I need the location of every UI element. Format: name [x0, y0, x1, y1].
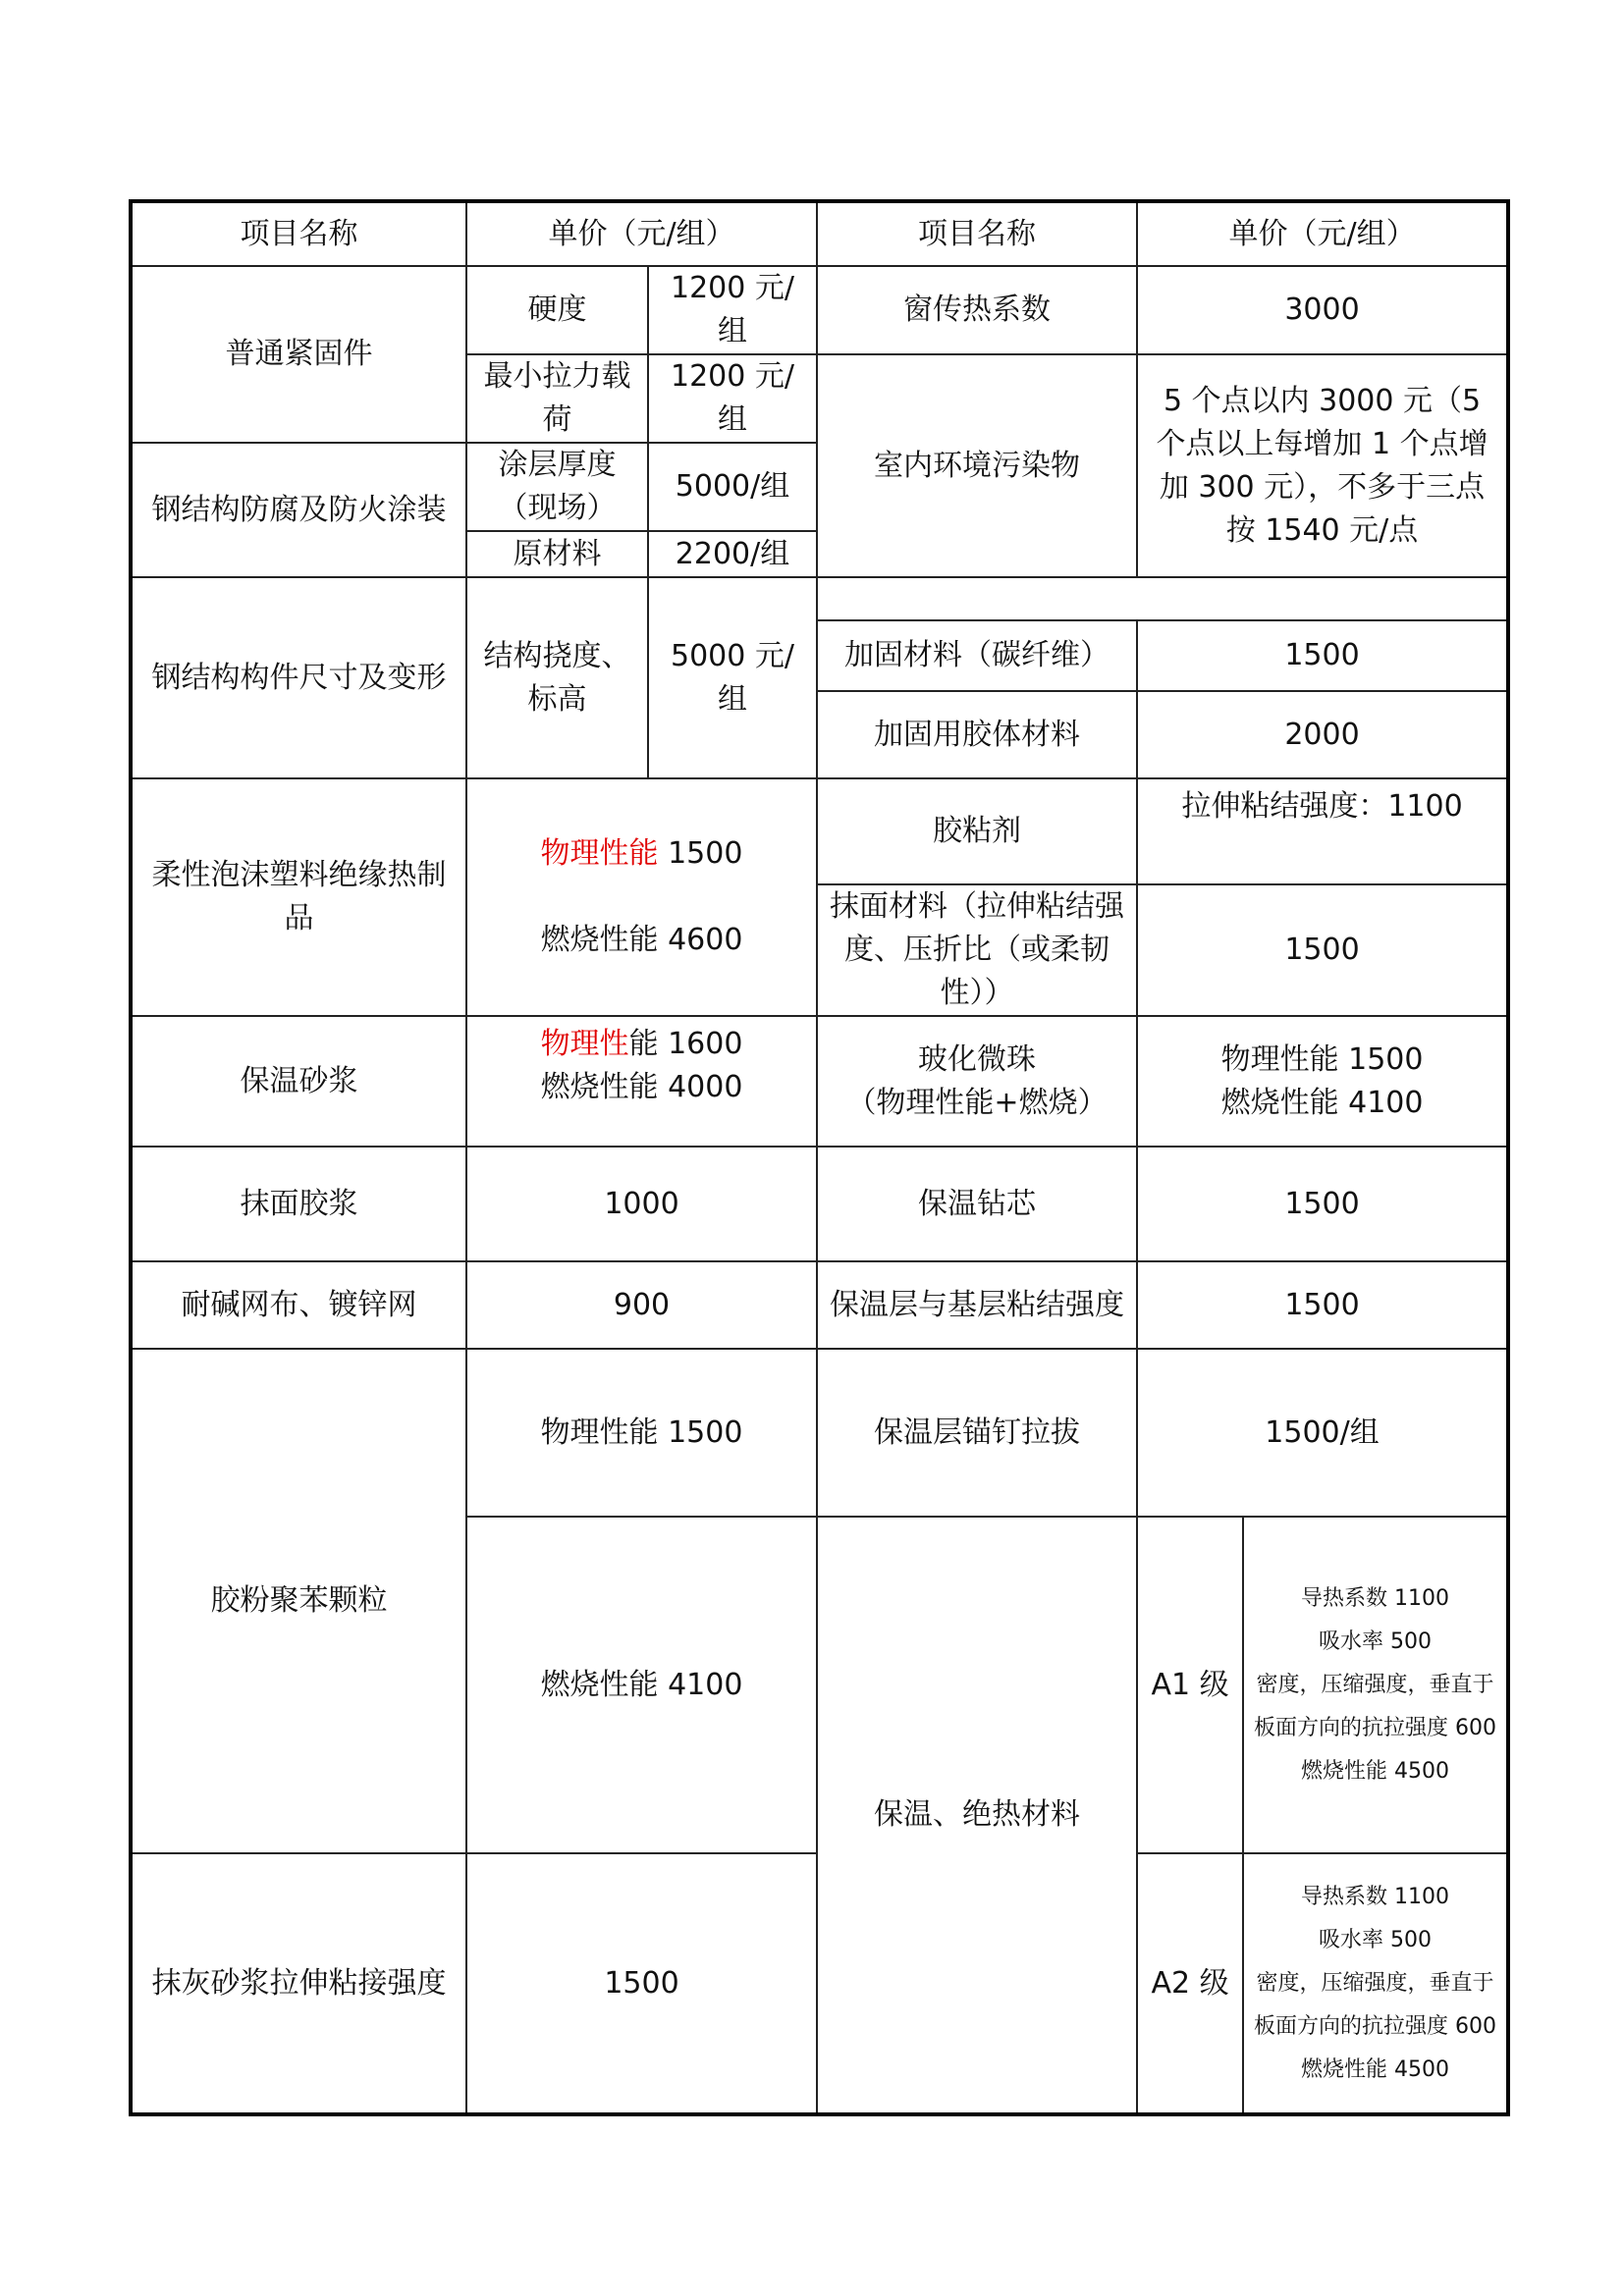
- table-row: [131, 1016, 1508, 1147]
- insulation-a1-details: [1243, 1517, 1508, 1853]
- vitrified-price: [1137, 1016, 1508, 1147]
- mortar-burn: 燃烧性能 4000: [540, 1070, 743, 1104]
- a2-line-2: 吸水率 500: [1319, 1927, 1433, 1952]
- eps-name: 胶粉聚苯颗粒: [131, 1349, 466, 1853]
- steel-coating-raw: 原材料: [466, 531, 648, 577]
- foam-phys-value: 1500: [668, 836, 743, 871]
- steel-dimension-item: 结构挠度、标高: [466, 577, 648, 778]
- glue-material-name: 加固用胶体材料: [817, 691, 1137, 778]
- foam-name: 柔性泡沫塑料绝缘热制品: [131, 778, 466, 1016]
- steel-coating-name: 钢结构防腐及防火涂装: [131, 443, 466, 577]
- vitrified-burn: 燃烧性能 4100: [1220, 1085, 1424, 1120]
- foam-phys-label: 物理性能: [540, 836, 659, 871]
- plaster-glue-name: 抹面胶浆: [131, 1147, 466, 1261]
- mortar-name: 保温砂浆: [131, 1016, 466, 1147]
- insulation-a2-details: [1243, 1853, 1508, 2114]
- mortar-phys-label: 物理性: [540, 1027, 629, 1061]
- header-item-name-2: 项目名称: [817, 201, 1137, 266]
- foam-price: [466, 778, 817, 1016]
- mortar-price: [466, 1016, 817, 1147]
- glue-material-price: 2000: [1137, 691, 1508, 778]
- indoor-price: 5 个点以内 3000 元（5 个点以上每增加 1 个点增加 300 元），不多于三点按 1540 元/点: [1137, 354, 1508, 577]
- a1-line-3: 密度，压缩强度，垂直于板面方向的抗拉强度 600: [1254, 1672, 1497, 1740]
- table-row: [131, 1349, 1508, 1517]
- carbon-name: 加固材料（碳纤维）: [817, 620, 1137, 691]
- vitrified-name-line2: （物理性能+燃烧）: [846, 1085, 1108, 1120]
- anchor-price: 1500/组: [1137, 1349, 1508, 1517]
- bond-price: 1500: [1137, 1261, 1508, 1349]
- eps-phys: 物理性能 1500: [466, 1349, 817, 1517]
- window-price: 3000: [1137, 266, 1508, 354]
- table-row: [131, 1261, 1508, 1349]
- a2-line-3: 密度，压缩强度，垂直于板面方向的抗拉强度 600: [1254, 1970, 1497, 2039]
- a2-line-4: 燃烧性能 4500: [1301, 2056, 1450, 2082]
- steel-coating-thickness-price: 5000/组: [648, 443, 817, 531]
- header-unit-price: 单价（元/组）: [466, 201, 817, 266]
- fastener-hardness: 硬度: [466, 266, 648, 354]
- plaster-material-name: 抹面材料（拉伸粘结强度、压折比（或柔韧性））: [817, 884, 1137, 1016]
- fastener-hardness-price: 1200 元/组: [648, 266, 817, 354]
- steel-dimension-price: 5000 元/组: [648, 577, 817, 778]
- a1-line-4: 燃烧性能 4500: [1301, 1758, 1450, 1784]
- indoor-name: 室内环境污染物: [817, 354, 1137, 577]
- adhesive-price: 拉伸粘结强度：1100: [1137, 778, 1508, 884]
- plaster-material-price: 1500: [1137, 884, 1508, 1016]
- fastener-min-tension: 最小拉力载荷: [466, 354, 648, 443]
- indoor-continuation: [817, 577, 1508, 620]
- steel-dimension-name: 钢结构构件尺寸及变形: [131, 577, 466, 778]
- foam-burn: 燃烧性能 4600: [540, 923, 743, 957]
- vitrified-name: [817, 1016, 1137, 1147]
- insulation-a1-grade: A1 级: [1137, 1517, 1243, 1853]
- adhesive-name: 胶粘剂: [817, 778, 1137, 884]
- bond-name: 保温层与基层粘结强度: [817, 1261, 1137, 1349]
- steel-coating-raw-price: 2200/组: [648, 531, 817, 577]
- anchor-name: 保温层锚钉拉拔: [817, 1349, 1137, 1517]
- a1-line-1: 导热系数 1100: [1301, 1585, 1450, 1611]
- header-item-name: 项目名称: [131, 201, 466, 266]
- table-row: [131, 266, 1508, 354]
- price-table: [129, 199, 1510, 2116]
- mesh-price: 900: [466, 1261, 817, 1349]
- eps-burn: 燃烧性能 4100: [466, 1517, 817, 1853]
- a1-line-2: 吸水率 500: [1319, 1629, 1433, 1654]
- core-price: 1500: [1137, 1147, 1508, 1261]
- a2-line-1: 导热系数 1100: [1301, 1884, 1450, 1909]
- table-row: [131, 577, 1508, 620]
- fastener-min-tension-price: 1200 元/组: [648, 354, 817, 443]
- render-mortar-name: 抹灰砂浆拉伸粘接强度: [131, 1853, 466, 2114]
- core-name: 保温钻芯: [817, 1147, 1137, 1261]
- fastener-name: 普通紧固件: [131, 266, 466, 443]
- header-unit-price-2: 单价（元/组）: [1137, 201, 1508, 266]
- insulation-a2-grade: A2 级: [1137, 1853, 1243, 2114]
- table-row: [131, 778, 1508, 884]
- window-name: 窗传热系数: [817, 266, 1137, 354]
- insulation-name: 保温、绝热材料: [817, 1517, 1137, 2114]
- steel-coating-thickness: 涂层厚度（现场）: [466, 443, 648, 531]
- table-row: [131, 1147, 1508, 1261]
- vitrified-name-line1: 玻化微珠: [918, 1041, 1037, 1077]
- header-row: [131, 201, 1508, 266]
- vitrified-phys: 物理性能 1500: [1220, 1041, 1424, 1077]
- mesh-name: 耐碱网布、镀锌网: [131, 1261, 466, 1349]
- render-mortar-price: 1500: [466, 1853, 817, 2114]
- mortar-phys-rest: 能 1600: [628, 1027, 743, 1061]
- plaster-glue-price: 1000: [466, 1147, 817, 1261]
- carbon-price: 1500: [1137, 620, 1508, 691]
